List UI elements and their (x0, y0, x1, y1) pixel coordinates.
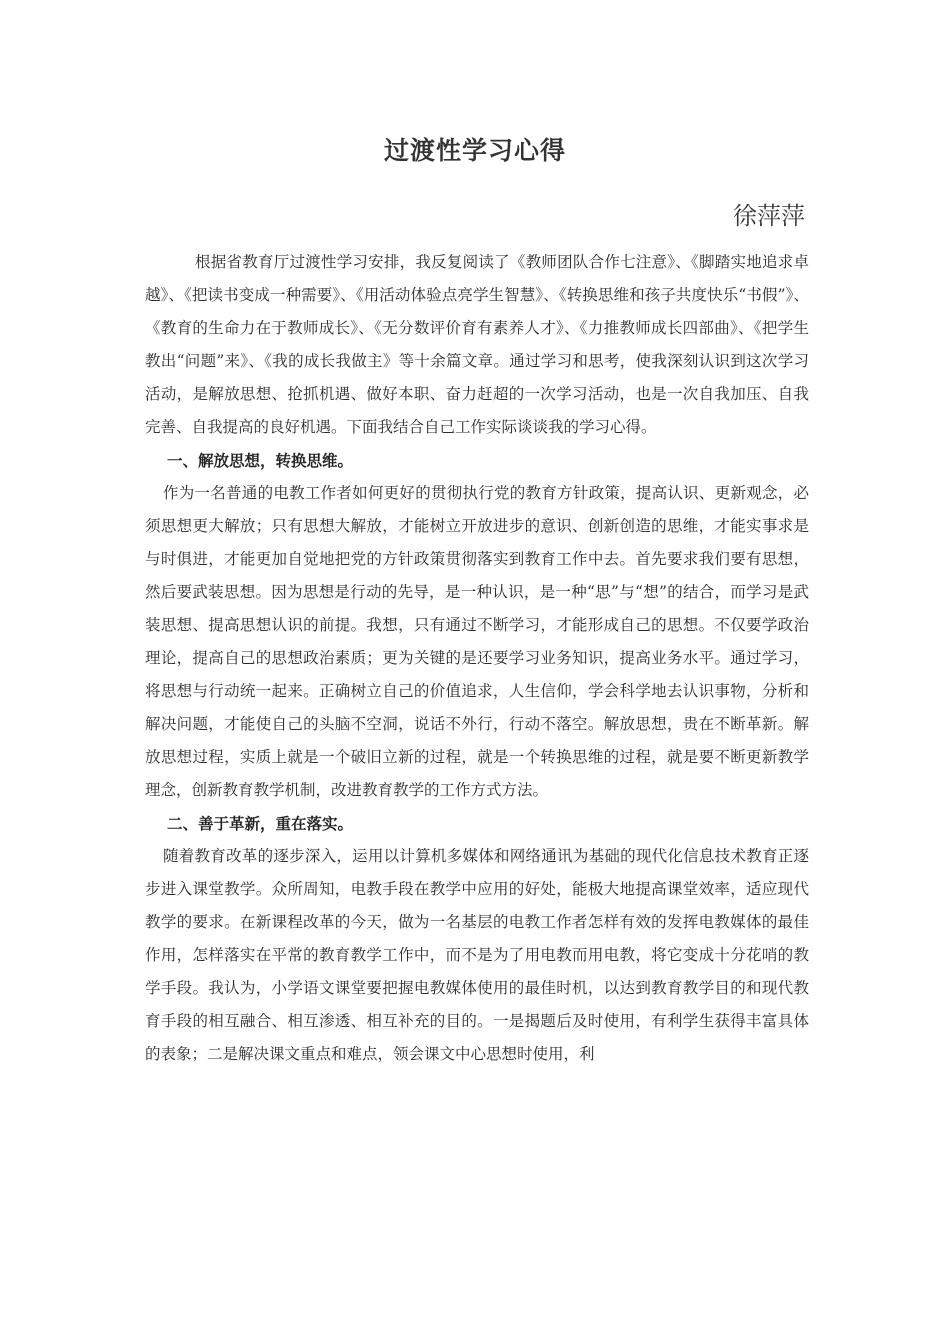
document-body (145, 246, 809, 1071)
section-paragraph-1: 作为一名普通的电教工作者如何更好的贯彻执行党的教育方针政策，提高认识、更新观念，必须思想更大解放；只有思想大解放，才能树立开放进步的意识、创新创造的思维，才能实事求是与时俱进，才能更加自觉地把党的方针政策贯彻落实到教育工作中去。首先要求我们要有思想，然后要武装思想。因为思想是行动的先导，是一种认识，是一种“思”与“想”的结合，而学习是武装思想、提高思想认识的前提。我想，只有通过不断学习，才能形成自己的思想。不仅要学政治理论，提高自己的思想政治素质；更为关键的是还要学习业务知识，提高业务水平。通过学习，将思想与行动统一起来。正确树立自己的价值追求，人生信仰，学会科学地去认识事物，分析和解决问题，才能使自己的头脑不空洞，说话不外行，行动不落空。解放思想，贵在不断革新。解放思想过程，实质上就是一个破旧立新的过程，就是一个转换思维的过程，就是要不断更新教学理念，创新教育教学机制，改进教育教学的工作方式方法。 (145, 484, 809, 799)
section-paragraph-2: 随着教育改革的逐步深入，运用以计算机多媒体和网络通讯为基础的现代化信息技术教育正逐步进入课堂教学。众所周知，电教手段在教学中应用的好处，能极大地提高课堂效率，适应现代教学的要求。在新课程改革的今天，做为一名基层的电教工作者怎样有效的发挥电教媒体的最佳作用，怎样落实在平常的教育教学工作中，而不是为了用电教而用电教，将它变成十分花哨的教学手段。我认为，小学语文课堂要把握电教媒体使用的最佳时机，以达到教育教学目的和现代教育手段的相互融合、相互渗透、相互补充的目的。一是揭题后及时使用，有利学生获得丰富具体的表象；二是解决课文重点和难点，领会课文中心思想时使用，利 (145, 847, 809, 1063)
document-title: 过渡性学习心得 (383, 136, 566, 165)
section-heading-2: 二、善于革新，重在落实。 (167, 814, 354, 833)
intro-paragraph: 根据省教育厅过渡性学习安排，我反复阅读了《教师团队合作七注意》、《脚踏实地追求卓越》、《把读书变成一种需要》、《用活动体验点亮学生智慧》、《转换思维和孩子共度快乐“书假”》、《教育的生命力在于教师成长》、《无分数评价育有素养人才》、《力推教师成长四部曲》、《把学生教出“问题”来》、《我的成长我做主》等十余篇文章。通过学习和思考，使我深刻认识到这次学习活动，是解放思想、抢抓机遇、做好本职、奋力赶超的一次学习活动，也是一次自我加压、自我完善、自我提高的良好机遇。下面我结合自己工作实际谈谈我的学习心得。 (145, 253, 809, 436)
document-author: 徐萍萍 (733, 202, 805, 230)
section-heading-1: 一、解放思想，转换思维。 (167, 451, 354, 470)
